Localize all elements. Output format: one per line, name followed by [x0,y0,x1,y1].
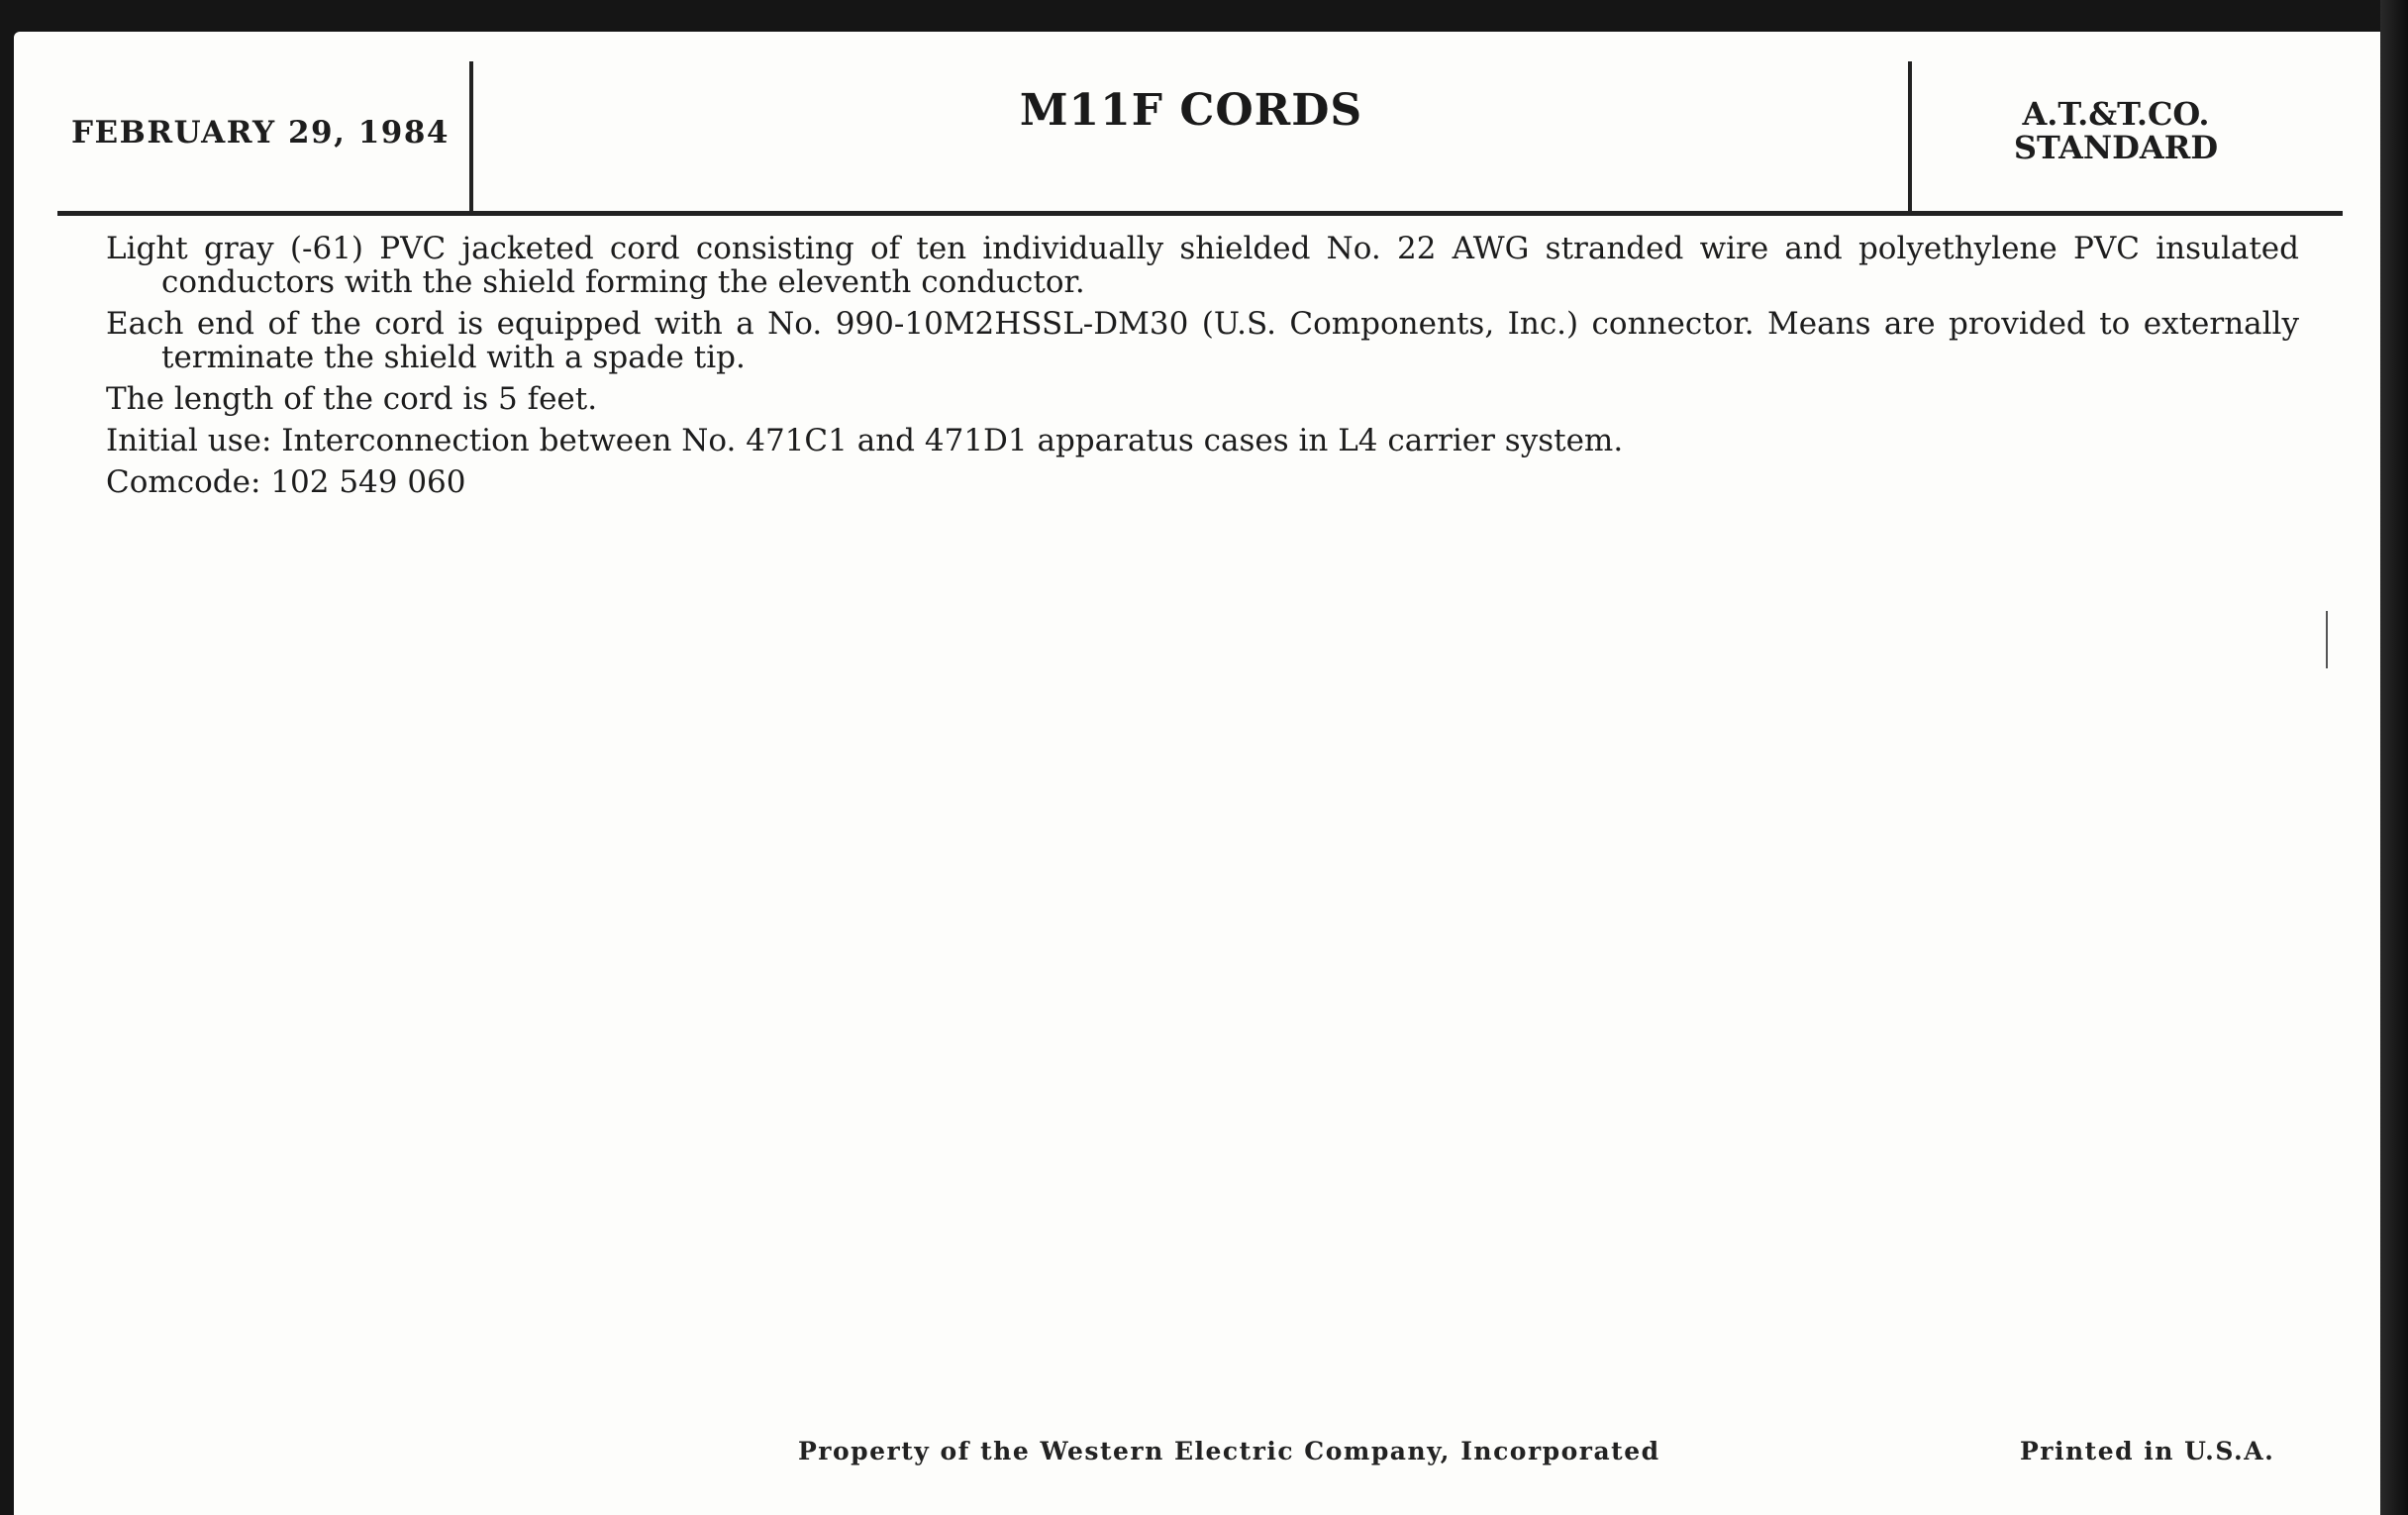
paragraph-description: Light gray (-61) PVC jacketed cord consisting of ten individually shielded No. 22 AWG stranded wire and polyethylene PVC insulated conductors with the shield forming the eleventh conductor. [106,231,2299,300]
paragraph-connector: Each end of the cord is equipped with a No. 990-10M2HSSL-DM30 (U.S. Components, Inc.) connector. Means are provided to externally terminate the shield with a spade tip. [106,306,2299,375]
paragraph-length: The length of the cord is 5 feet. [106,381,598,417]
scan-edge [2380,0,2408,1515]
org-line-2: STANDARD [2013,129,2219,166]
document-card [14,32,2380,1515]
document-title: M11F CORDS [1019,85,1363,136]
document-date: FEBRUARY 29, 1984 [71,115,450,151]
margin-mark [2326,611,2328,668]
paragraph-comcode: Comcode: 102 549 060 [106,464,466,500]
footer-property: Property of the Western Electric Company, Incorporated [798,1437,1660,1465]
footer-printed: Printed in U.S.A. [2020,1437,2275,1465]
header-divider-left [469,61,473,212]
header-rule [57,211,2343,216]
org-line-1: A.T.&T.CO. [2022,95,2210,133]
header-divider-right [1908,61,1912,212]
standard-designation [1917,97,2315,164]
document-body [106,232,2299,507]
paragraph-initial-use: Initial use: Interconnection between No. 471C1 and 471D1 apparatus cases in L4 carrier system. [106,423,1624,458]
